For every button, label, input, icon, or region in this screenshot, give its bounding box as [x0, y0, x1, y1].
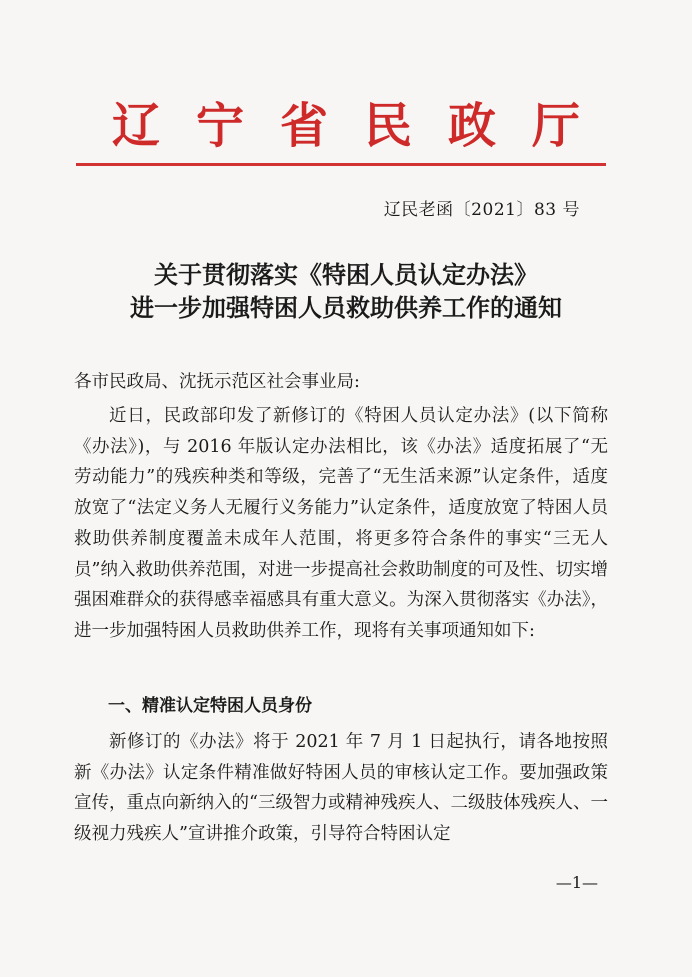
body-paragraph-1: 近日，民政部印发了新修订的《特困人员认定办法》(以下简称《办法》)，与 2016 年版认定办法相比，该《办法》适度拓展了“无劳动能力”的残疾种类和等级，完善了“无生活来源”认定条件，适度放宽了“法定义务人无履行义务能力”认定条件，适度放宽了特困人员救助供养制度覆盖未成年人范围，将更多符合条件的事实“三无人员”纳入救助供养范围，对进一步提高社会救助制度的可及性、切实增强困难群众的获得感幸福感具有重大意义。为深入贯彻落实《办法》，进一步加强特困人员救助供养工作，现将有关事项通知如下:: [74, 406, 608, 641]
document-title: [0, 258, 692, 324]
page-number: —1—: [555, 873, 598, 892]
addressee: 各市民政局、沈抚示范区社会事业局:: [74, 372, 360, 392]
section-1-paragraph: 新修订的《办法》将于 2021 年 7 月 1 日起执行，请各地按照新《办法》认定条件精准做好特困人员的审核认定工作。要加强政策宣传，重点向新纳入的“三级智力或精神残疾人、二级肢体残疾人、一级视力残疾人”宣讲推介政策，引导符合特困认定: [74, 732, 608, 845]
document-title-line-2: 进一步加强特困人员救助供养工作的通知: [130, 293, 562, 322]
red-header-rule: [76, 163, 606, 166]
org-header-title: 辽宁省民政厅: [111, 98, 616, 154]
document-number: 辽民老函〔2021〕83 号: [383, 200, 580, 220]
document-title-line-1: 关于贯彻落实《特困人员认定办法》: [154, 260, 538, 289]
section-1-heading: 一、精准认定特困人员身份: [108, 696, 312, 716]
